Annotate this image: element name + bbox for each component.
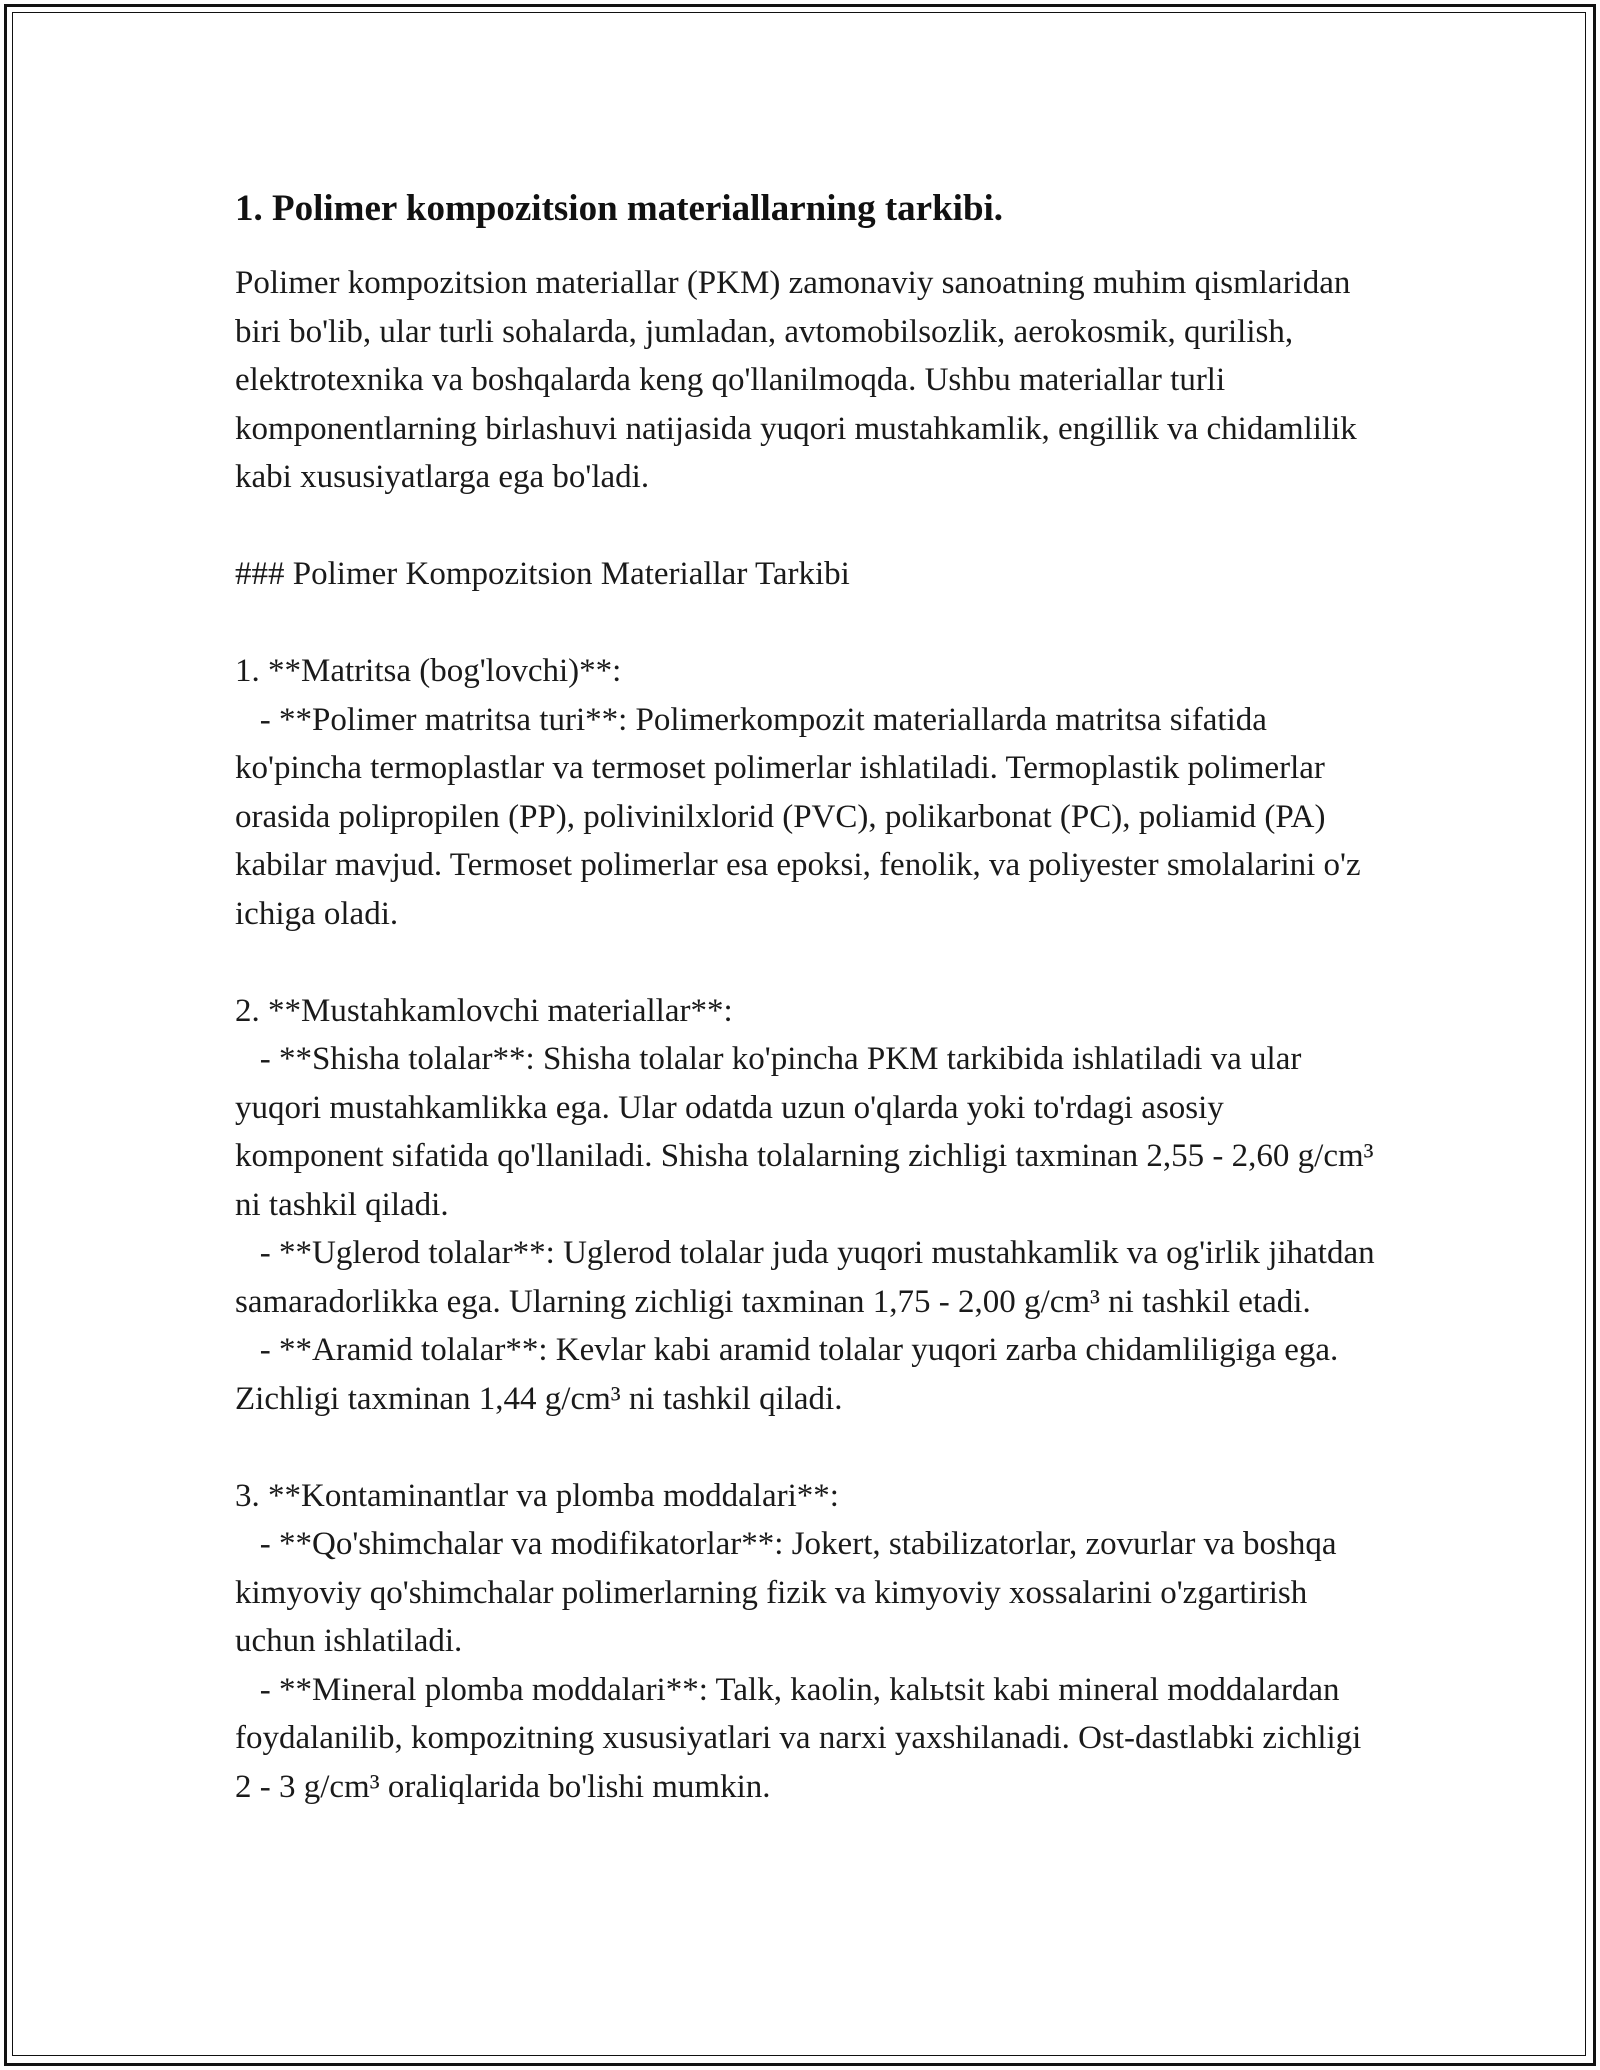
section2-title: 2. **Mustahkamlovchi materiallar**: [235, 992, 733, 1029]
section2-item2: - **Uglerod tolalar**: Uglerod tolalar juda yuqori mustahkamlik va og'irlik jihatdan samaradorlikka ega. Ularning zichligi taxminan 1,75 - 2,00 g/cm³ ni tashkil etadi. [235, 1235, 1383, 1320]
spacer [235, 1423, 1375, 1472]
spacer [235, 599, 1375, 648]
section2-item3: - **Aramid tolalar**: Kevlar kabi aramid tolalar yuqori zarba chidamliligiga ega. Zichligi taxminan 1,44 g/cm³ ni tashkil qiladi. [235, 1332, 1347, 1417]
intro-paragraph: Polimer kompozitsion materiallar (PKM) zamonaviy sanoatning muhim qismlaridan biri bo'lib, ular turli sohalarda, jumladan, avtomobilsozlik, aerokosmik, qurilish, elektrotexnika va boshqalarda keng qo'llanilmoqda. Ushbu materiallar turli komponentlarning birlashuvi natijasida yuqori mustahkamlik, engillik va chidamlilik kabi xususiyatlarga ega bo'ladi. [235, 265, 1366, 495]
section1-title: 1. **Matritsa (bog'lovchi)**: [235, 653, 622, 689]
section2-item1: - **Shisha tolalar**: Shisha tolalar ko'pincha PKM tarkibida ishlatiladi va ular yuqori mustahkamlikka ega. Ular odatda uzun o'qlarda yoki to'rdagi asosiy komponent sifatida qo'llaniladi. Shisha tolalarning zichligi taxminan 2,55 - 2,60 g/cm³ ni tashkil qiladi. [235, 1041, 1382, 1223]
section3-title: 3. **Kontaminantlar va plomba moddalari**: [235, 1477, 839, 1514]
spacer [235, 938, 1375, 987]
section1-item1: - **Polimer matritsa turi**: Polimerkompozit materiallarda matritsa sifatida ko'pincha termoplastlar va termoset polimerlar ishlatiladi. Termoplastik polimerlar orasida polipropilen (PP), polivinilxlorid (PVC), polikarbonat (PC), poliamid (PA) kabilar mavjud. Termoset polimerlar esa epoksi, fenolik, va poliyester smolalarini o'z ichiga oladi. [235, 701, 1369, 932]
spacer [235, 502, 1375, 551]
section3-item2: - **Mineral plomba moddalari**: Talk, kaolin, kalьtsit kabi mineral moddalardan foydalanilib, kompozitning xususiyatlari va narxi yaxshilanadi. Ost-dastlabki zichligi 2 - 3 g/cm³ oraliqlarida bo'lishi mumkin. [235, 1671, 1370, 1805]
document-heading: 1. Polimer kompozitsion materiallarning tarkibi. [235, 188, 1004, 229]
document-body [235, 185, 1383, 1811]
section3-item1: - **Qo'shimchalar va modifikatorlar**: Jokert, stabilizatorlar, zovurlar va boshqa kimyoviy qo'shimchalar polimerlarning fizik va kimyoviy xossalarini o'zgartirish uchun ishlatiladi. [235, 1526, 1345, 1659]
subheading: ### Polimer Kompozitsion Materiallar Tarkibi [235, 556, 850, 592]
